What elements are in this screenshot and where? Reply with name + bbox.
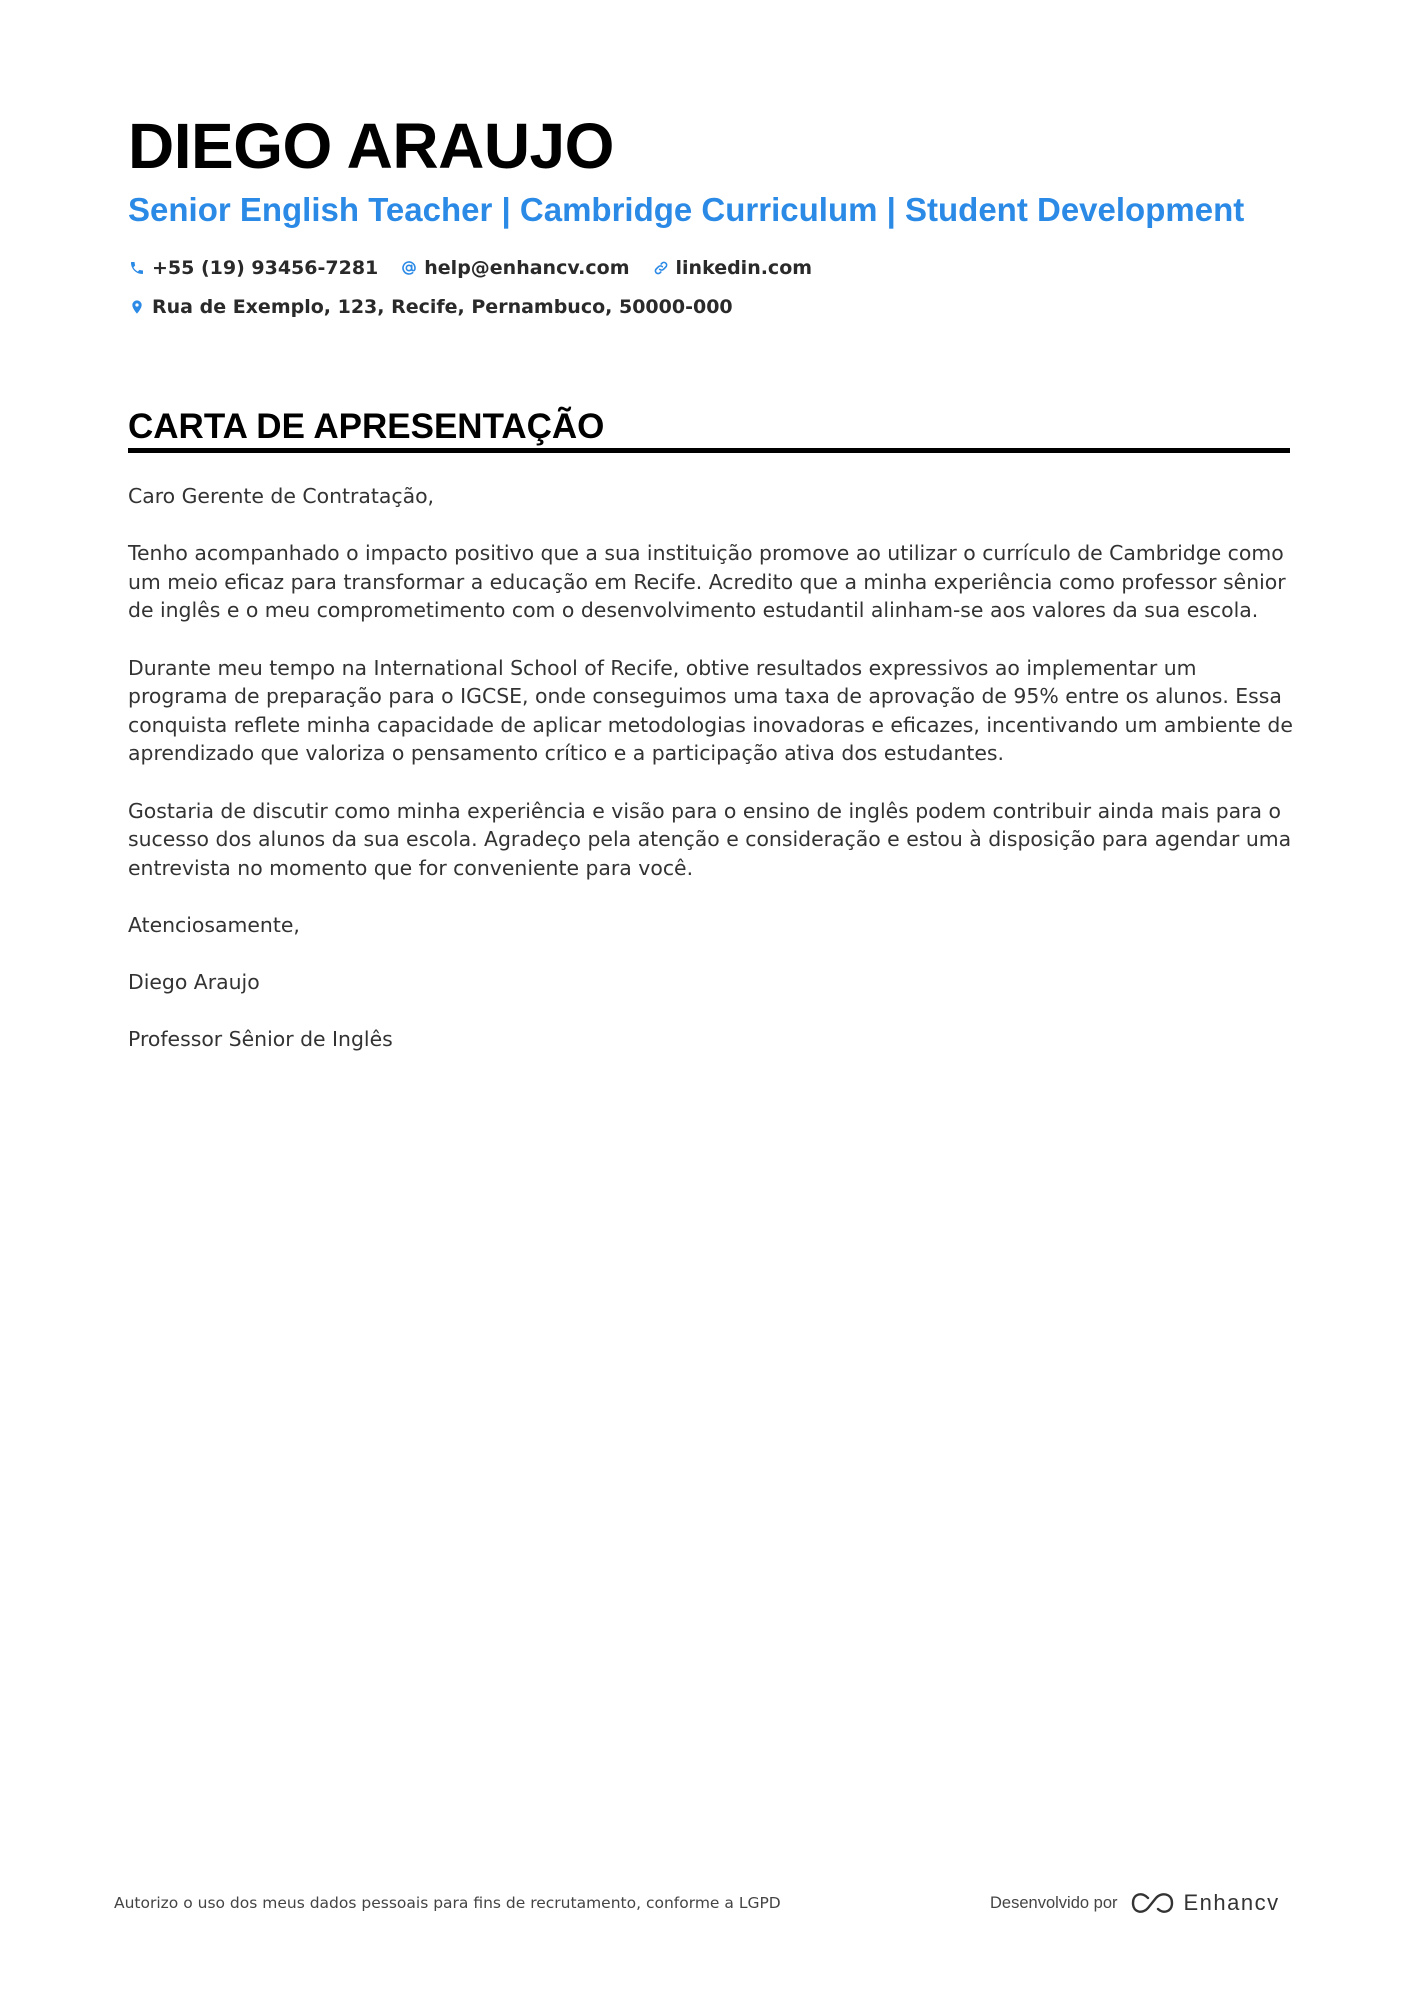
signature-name: Diego Araujo <box>128 970 260 995</box>
at-sign-icon <box>400 259 418 277</box>
contact-linkedin[interactable] <box>652 255 813 281</box>
contact-linkedin-text[interactable]: linkedin.com <box>675 257 813 279</box>
enhancv-logo-icon <box>1130 1890 1176 1916</box>
letter-body <box>128 482 1293 1082</box>
signature-title: Professor Sênior de Inglês <box>128 1027 393 1052</box>
candidate-name: DIEGO ARAUJO <box>128 110 614 182</box>
enhancv-logo[interactable] <box>1130 1890 1280 1916</box>
contact-row <box>128 255 834 281</box>
contact-address <box>128 294 733 320</box>
contact-email-text[interactable]: help@enhancv.com <box>424 257 630 279</box>
enhancv-brand-text: Enhancv <box>1183 1890 1280 1915</box>
footer-consent: Autorizo o uso dos meus dados pessoais para fins de recrutamento, conforme a LGPD <box>114 1894 781 1912</box>
contact-phone-text: +55 (19) 93456-7281 <box>152 257 379 279</box>
letter-paragraph: Tenho acompanhado o impacto positivo que a sua instituição promove ao utilizar o currículo de Cambridge como um meio eficaz para transformar a educação em Recife. Acredito que a minha experiência como professor sênior de inglês e o meu comprometimento com o desenvolvimento estudantil alinham-se aos valores da sua escola. <box>128 541 1286 623</box>
letter-greeting: Caro Gerente de Contratação, <box>128 484 435 508</box>
footer-branding[interactable] <box>990 1890 1280 1916</box>
phone-icon <box>128 259 146 277</box>
letter-paragraph: Gostaria de discutir como minha experiência e visão para o ensino de inglês podem contribuir ainda mais para o sucesso dos alunos da sua escola. Agradeço pela atenção e consideração e estou à disposição para agendar uma entrevista no momento que for conveniente para você. <box>128 798 1292 880</box>
location-pin-icon <box>128 298 146 316</box>
section-title: CARTA DE APRESENTAÇÃO <box>128 407 605 446</box>
contact-email[interactable] <box>400 255 629 281</box>
link-icon <box>652 259 670 277</box>
letter-paragraph: Durante meu tempo na International School of Recife, obtive resultados expressivos ao implementar um programa de preparação para o IGCSE, onde conseguimos uma taxa de aprovação de 95% entre os alunos. Essa conquista reflete minha capacidade de aplicar metodologias inovadoras e eficazes, incentivando um ambiente de aprendizado que valoriza o pensamento crítico e a participação ativa dos estudantes. <box>128 655 1293 766</box>
candidate-headline: Senior English Teacher | Cambridge Curriculum | Student Development <box>128 191 1245 228</box>
section-divider <box>128 448 1290 453</box>
contact-address-text: Rua de Exemplo, 123, Recife, Pernambuco, 50000-000 <box>152 296 733 318</box>
address-row <box>128 294 755 320</box>
letter-closing: Atenciosamente, <box>128 912 300 937</box>
contact-phone <box>128 255 378 281</box>
powered-by-label: Desenvolvido por <box>990 1893 1118 1912</box>
